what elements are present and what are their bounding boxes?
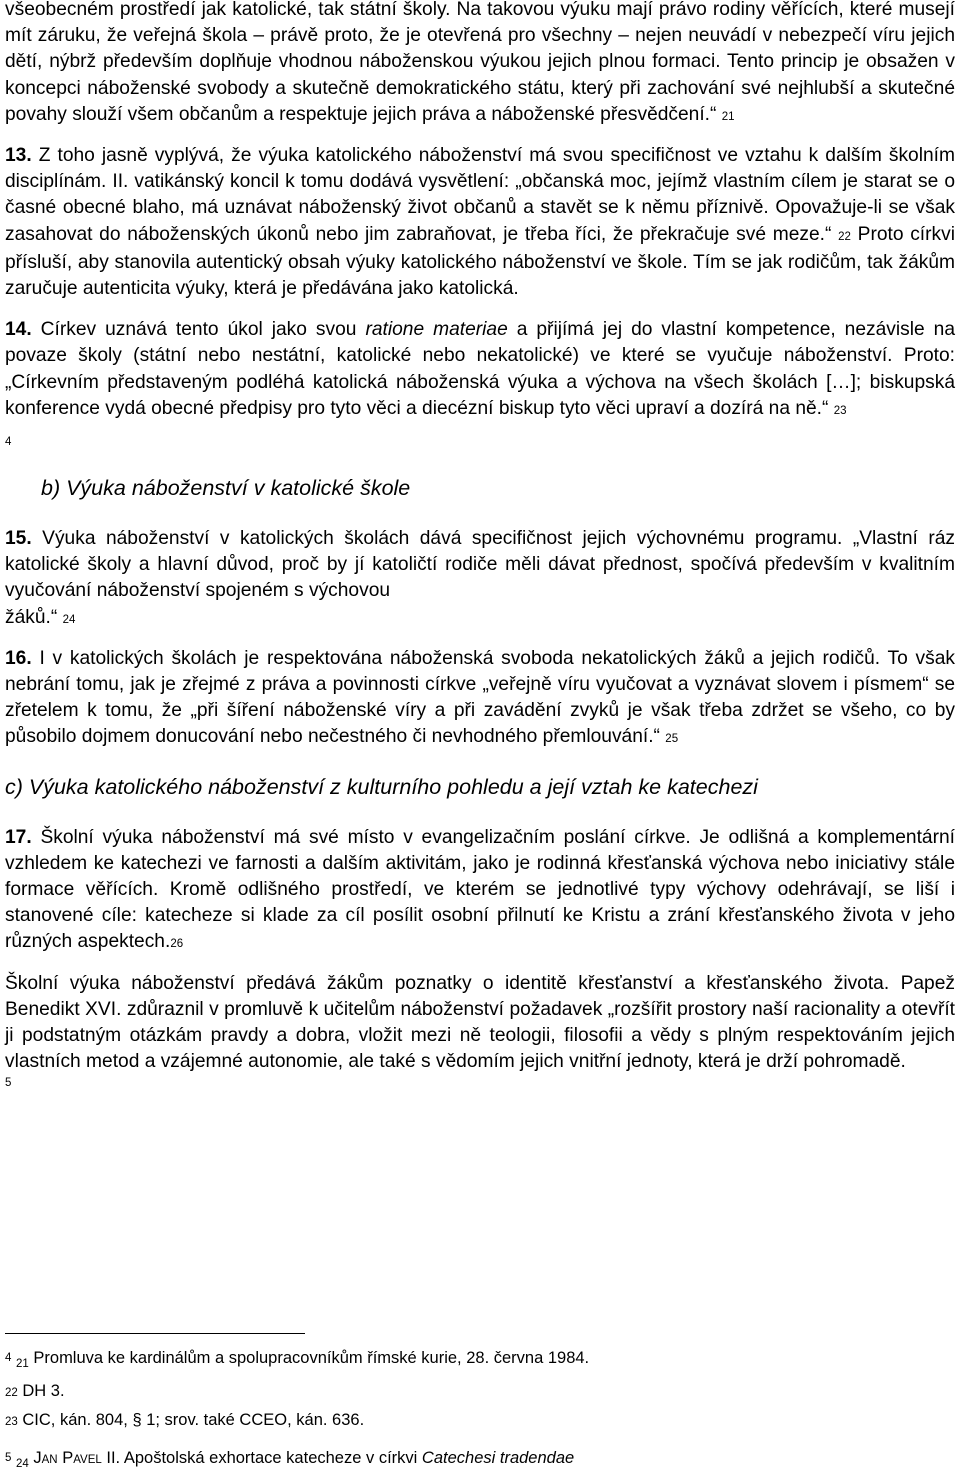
footnote-text: Apoštolská exhortace katecheze v církvi [123,1449,418,1467]
footnote-ref-22[interactable]: 22 [838,230,851,243]
footnote-22 [5,1380,955,1404]
paragraph-text: všeobecném prostředí jak katolické, tak státní školy. Na takovou výuku mají právo rodiny věřících, které musejí mít záruku, že veřejná škola – právě proto, že je otevřená pro všechny – nejen neuvádí v nebezpečí víru jejich dětí, nýbrž především doplňuje vhodnou náboženskou výukou jejich plnou formaci. Tento princip je obsažen v koncepci náboženské svobody a skutečně demokratického státu, který při zachování své nejhlubší a skutečné povahy slouží všem občanům a respektuje jejich práva a náboženské přesvědčení.“ [5,0,955,125]
footnote-number: 21 [16,1358,29,1370]
footnote-group-marker: 4 [5,1352,12,1364]
paragraph-text: Školní výuka náboženství předává žákům poznatky o identitě křesťanství a křesťanského života. Papež Benedikt XVI. zdůraznil v promluvě k učitelům náboženství požadavek „rozšířit prostory naší racionality a otevřít ji podstatným otázkám pravdy a dobra, vložit mezi ně teologii, filosofii a vědy s plným respektováním jejich vlastních metod a vzájemné autonomie, ale také s vědomím jejich vnitřní jednoty, která je drží pohromadě. [5,972,955,1073]
page-marker-5: 5 [5,1076,12,1089]
paragraph-number: 13. [5,145,32,167]
paragraph-number: 17. [5,826,32,848]
page-marker-4: 4 [5,436,12,449]
footnote-ref-25[interactable]: 25 [665,733,679,746]
footnotes [5,1347,955,1475]
footnote-number: 22 [5,1387,18,1399]
footnote-23 [5,1409,955,1433]
author-name: II. [106,1449,121,1467]
section-heading-c: c) Výuka katolického náboženství z kulturního pohledu a její vztah ke katechezi [5,774,758,799]
italic-term: ratione materiae [365,319,508,341]
footnote-24 [5,1447,955,1475]
footnote-ref-26[interactable]: 26 [170,938,184,951]
footnote-ref-24[interactable]: 24 [62,613,76,626]
author-name: AVEL [73,1454,102,1466]
paragraph-text: a přijímá jej do vlastní kompetence, nezávisle na povaze školy (státní nebo nestátní, katolické nebo nekatolické) ve které se vyučuje náboženství. Proto: „Církevním představeným podléhá katolická náboženská výuka a výchova na všech školách […]; biskupská konference vydá obecné předpisy pro tyto věci a diecézní biskup tyto věci upraví a dozírá na ně.“ [5,319,955,419]
paragraph-17 [5,825,955,958]
paragraph-text: I v katolických školách je respektována náboženská svoboda nekatolických žáků a jejich rodičů. To však nebrání tomu, jak je zřejmé z práva a povinnosti církve „veřejně víru vyučovat a vyznávat slovem i písmem“ se zřetelem k tomu, že „při šíření náboženské víry a při zavádění zvyků je však třeba zdržet se všeho, co by působilo dojmem donucování nebo nečestného či nevhodného přemlouvání.“ [5,647,955,748]
paragraph-text: Církev uznává tento úkol jako svou [40,319,357,341]
paragraph-15 [5,526,955,633]
section-heading-b: b) Výuka náboženství v katolické škole [41,476,411,501]
paragraph-number: 14. [5,319,32,341]
document-page [5,0,955,1089]
paragraph-16 [5,646,955,753]
footnote-separator [5,1333,305,1334]
footnote-group-marker: 5 [5,1452,12,1464]
paragraph-number: 15. [5,528,32,550]
footnote-text: DH 3. [22,1382,65,1400]
footnote-ref-21[interactable]: 21 [721,110,735,123]
footnote-text: CIC, kán. 804, § 1; srov. také CCEO, kán. 636. [22,1411,365,1429]
paragraph-17-continued [5,971,955,1076]
author-name: P [62,1449,74,1467]
paragraph-13 [5,143,955,302]
footnote-number: 23 [5,1416,18,1428]
paragraph-14 [5,317,955,424]
footnote-21 [5,1347,955,1375]
paragraph-continuation [5,0,955,130]
author-name: AN [41,1454,58,1466]
author-name: J [33,1449,42,1467]
paragraph-text: Proto církvi přísluší, aby stanovila autentický obsah výuky katolického náboženství ve škole. Tím se jak rodičům, tak žákům zaručuje autenticita výuky, která je předávána jako katolická. [5,223,955,300]
footnote-number: 24 [16,1458,29,1470]
paragraph-text: žáků.“ [5,606,58,628]
paragraph-text: Výuka náboženství v katolických školách dává specifičnost jejich výchovnému programu. „Vlastní ráz katolické školy a hlavní důvod, proč by jí katoličtí rodiče měli dávat přednost, spočívá především v kvalitním vyučování náboženství spojeném s výchovou [5,528,955,602]
footnote-ref-23[interactable]: 23 [833,404,847,417]
footnote-italic-title: Catechesi tradendae [421,1449,575,1467]
footnote-text: Promluva ke kardinálům a spolupracovníkům římské kurie, 28. června 1984. [33,1349,590,1367]
paragraph-number: 16. [5,647,32,669]
paragraph-text: Z toho jasně vyplývá, že výuka katolického náboženství má svou specifičnost ve vztahu k dalším školním disciplínám. II. vatikánský koncil k tomu dodává vysvětlení: „občanská moc, jejímž vlastním cílem je starat se o časné obecné blaho, má uznávat náboženský život občanů a stavět se k němu příznivě. Opovažuje-li se však zasahovat do náboženských úkonů nebo jim zabraňovat, je třeba říci, že překračuje své meze.“ [5,145,955,245]
paragraph-text: Školní výuka náboženství má své místo v evangelizačním poslání církve. Je odlišná a komplementární vzhledem ke katechezi ve farnosti a dalším aktivitám, jako je rodinná křesťanská výchova nebo iniciativy stále formace věřících. Kromě odlišného prostředí, ve kterém se jednotlivé typy výchovy odehrávají, se liší i stanovené cíle: katecheze si klade za cíl posílit osobní přilnutí ke Kristu a zrání křesťanského života v jeho různých aspektech. [5,826,955,953]
